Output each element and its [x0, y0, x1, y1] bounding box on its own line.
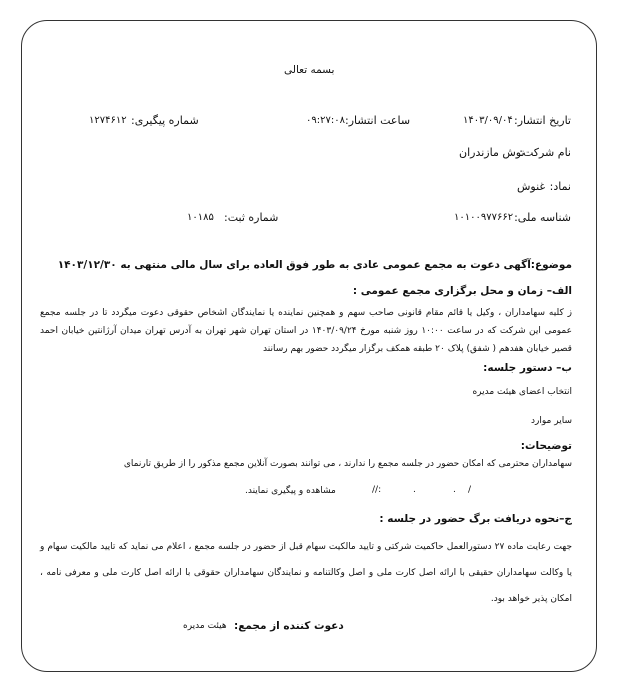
- publish-date-label: تاریخ انتشار:: [513, 114, 571, 127]
- publish-time-label: ساعت انتشار:: [345, 114, 411, 127]
- national-id-label: شناسه ملی:: [514, 211, 571, 224]
- notes-heading: توضیحات:: [520, 440, 572, 452]
- publish-date: ۱۴۰۳/۰۹/۰۴: [463, 115, 513, 126]
- company-label: نام شرکت:: [519, 146, 571, 159]
- agenda-heading: ب– دستور جلسه:: [483, 362, 572, 374]
- subject: موضوع:آگهی دعوت به مجمع عمومی عادی به طور فوق العاده برای سال مالی منتهی به ۱۴۰۳/۱۲/۳۰: [57, 259, 572, 271]
- symbol: غنوش: [517, 180, 546, 193]
- card-heading: ج–نحوه دریافت برگ حضور در جلسه :: [379, 513, 572, 525]
- time-place-heading: الف– زمان و محل برگزاری مجمع عمومی :: [352, 285, 572, 297]
- registration-number: ۱۰۱۸۵: [187, 212, 214, 223]
- document-title: بسمه تعالی: [284, 64, 335, 76]
- notes-text-end: مشاهده و پیگیری نمایند.: [245, 486, 336, 496]
- notes-dot: .: [413, 485, 416, 495]
- company-name: نوش مازندران: [459, 146, 525, 159]
- notes-slash: /: [468, 485, 472, 495]
- notes-url-scheme: ://: [372, 485, 382, 495]
- agenda-item: انتخاب اعضای هیئت مدیره: [472, 387, 572, 397]
- publish-time: ۰۹:۲۷:۰۸: [306, 115, 345, 126]
- national-id: ۱۰۱۰۰۹۷۷۶۶۲: [454, 212, 514, 223]
- tracking-number: ۱۲۷۴۶۱۲: [89, 115, 127, 126]
- card-text: جهت رعایت ماده ۲۷ دستورالعمل حاکمیت شرکتی و تایید مالکیت سهام قبل از حضور در جلسه مجمع ، اعلام می نماید که تایید مالکیت سهام و یا وکالت سهامداران حقیقی با ارائه اصل کارت ملی و اصل وکالتنامه و نمایندگان سهامداران حقوقی با ارائه اصل کارت ملی و معرفی نامه ، امکان پذیر خواهد بود.: [40, 542, 573, 604]
- inviter-label: دعوت کننده از مجمع:: [234, 620, 344, 632]
- inviter: هیئت مدیره: [183, 621, 227, 631]
- notes-dot: .: [453, 485, 456, 495]
- symbol-label: نماد:: [549, 180, 571, 193]
- tracking-label: شماره پیگیری:: [131, 114, 199, 127]
- time-place-text: ز کلیه سهامداران ، وکیل یا قائم مقام قانونی صاحب سهم و همچنین نماینده یا نمایندگان اشخاص حقوقی دعوت میگردد تا در جلسه مجمع عمومی این شرکت که در ساعت ۱۰:۰۰ روز شنبه مورخ ۱۴۰۳/۰۹/۲۴ در استان تهران شهر تهران به آدرس تهران میدان آرژانتین خیابان احمد قصیر خیابان هفدهم ( شفق) پلاک ۲۰ طبقه همکف برگزار میگردد حضور بهم رسانند: [40, 308, 573, 354]
- registration-label: شماره ثبت:: [224, 211, 279, 224]
- notes-text: سهامداران محترمی که امکان حضور در جلسه مجمع را ندارند ، می توانند بصورت آنلاین مجمع مذکور را از طریق تارنمای: [123, 459, 572, 469]
- agenda-item: سایر موارد: [531, 416, 572, 426]
